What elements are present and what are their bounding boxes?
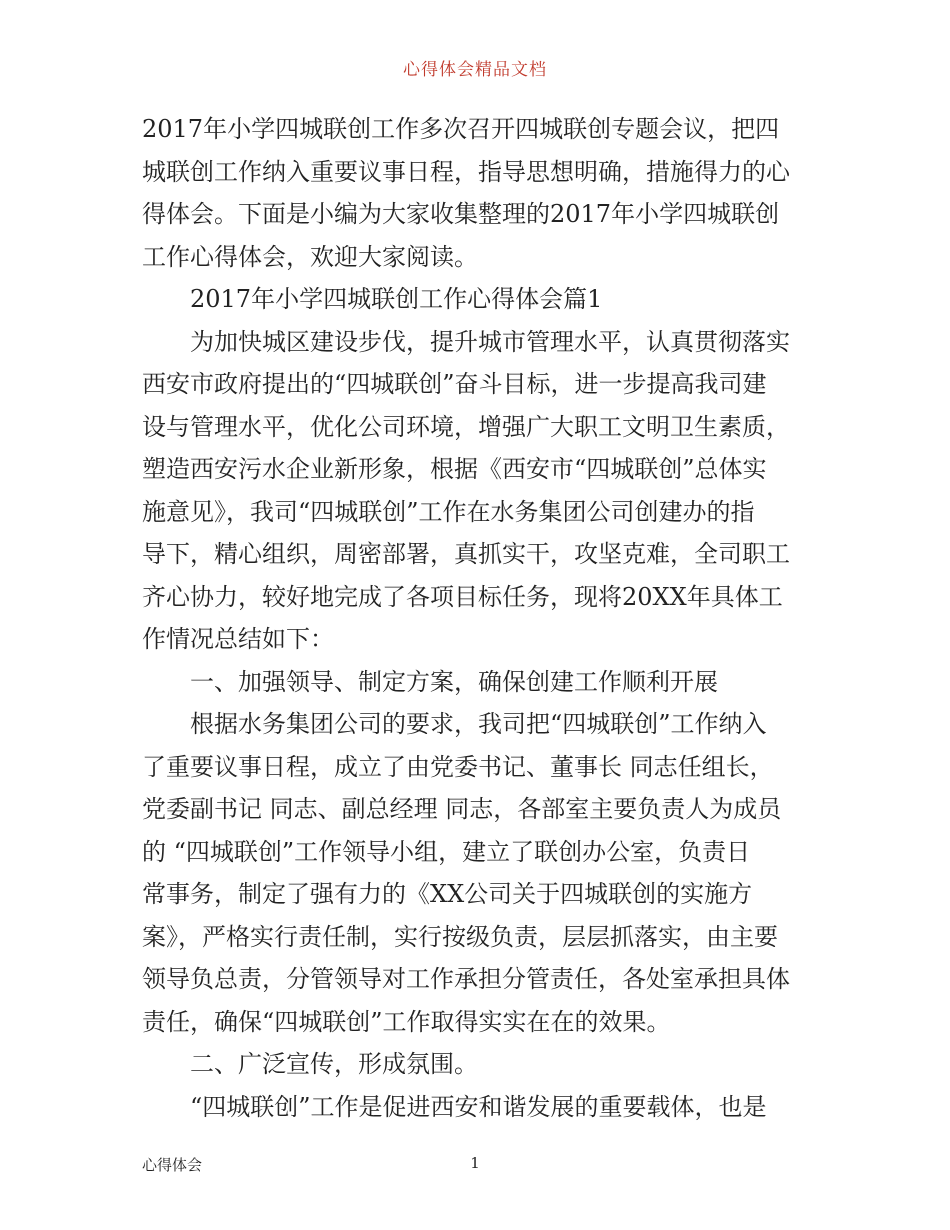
text-line: 责任，确保“四城联创”工作取得实实在在的效果。	[142, 1007, 671, 1036]
text-line: 作情况总结如下：	[142, 625, 334, 653]
text-line: 塑造西安污水企业新形象，根据《西安市“四城联创”总体实	[142, 455, 767, 483]
text-line: 西安市政府提出的“四城联创”奋斗目标，进一步提高我司建	[142, 370, 767, 398]
page-header-title: 心得体会精品文档	[403, 60, 547, 80]
text-line: “四城联创”工作是促进西安和谐发展的重要载体，也是	[190, 1092, 767, 1121]
text-line: 一、加强领导、制定方案，确保创建工作顺利开展	[190, 667, 718, 696]
text-line: 齐心协力，较好地完成了各项目标任务，现将20XX年具体工	[142, 582, 783, 611]
text-line: 导下，精心组织，周密部署，真抓实干，攻坚克难，全司职工	[142, 540, 790, 568]
text-line: 党委副书记 同志、副总经理 同志，各部室主要负责人为成员	[142, 795, 782, 823]
page-number: 1	[470, 1154, 480, 1172]
text-line: 设与管理水平，优化公司环境，增强广大职工文明卫生素质，	[142, 412, 790, 441]
text-line: 案》，严格实行责任制，实行按级负责，层层抓落实，由主要	[142, 922, 778, 951]
text-line: 得体会。下面是小编为大家收集整理的2017年小学四城联创	[142, 200, 780, 228]
text-line: 二、广泛宣传，形成氛围。	[190, 1050, 478, 1078]
text-line: 工作心得体会，欢迎大家阅读。	[142, 242, 478, 271]
text-line: 为加快城区建设步伐，提升城市管理水平，认真贯彻落实	[190, 327, 790, 356]
text-line: 施意见》，我司“四城联创”工作在水务集团公司创建办的指	[142, 497, 755, 526]
text-line: 的 “四城联创”工作领导小组，建立了联创办公室，负责日	[142, 837, 751, 866]
text-line: 常事务，制定了强有力的《XX公司关于四城联创的实施方	[142, 880, 753, 908]
text-line: 领导负总责，分管领导对工作承担分管责任，各处室承担具体	[142, 965, 790, 993]
text-line: 城联创工作纳入重要议事日程，指导思想明确，措施得力的心	[142, 157, 790, 186]
body-text	[142, 108, 822, 1128]
text-line: 2017年小学四城联创工作心得体会篇1	[190, 285, 603, 313]
text-line: 根据水务集团公司的要求，我司把“四城联创”工作纳入	[190, 710, 767, 738]
text-line: 2017年小学四城联创工作多次召开四城联创专题会议，把四	[142, 115, 780, 143]
footer-label: 心得体会	[142, 1156, 203, 1174]
text-line: 了重要议事日程，成立了由党委书记、董事长 同志任组长，	[142, 752, 774, 781]
